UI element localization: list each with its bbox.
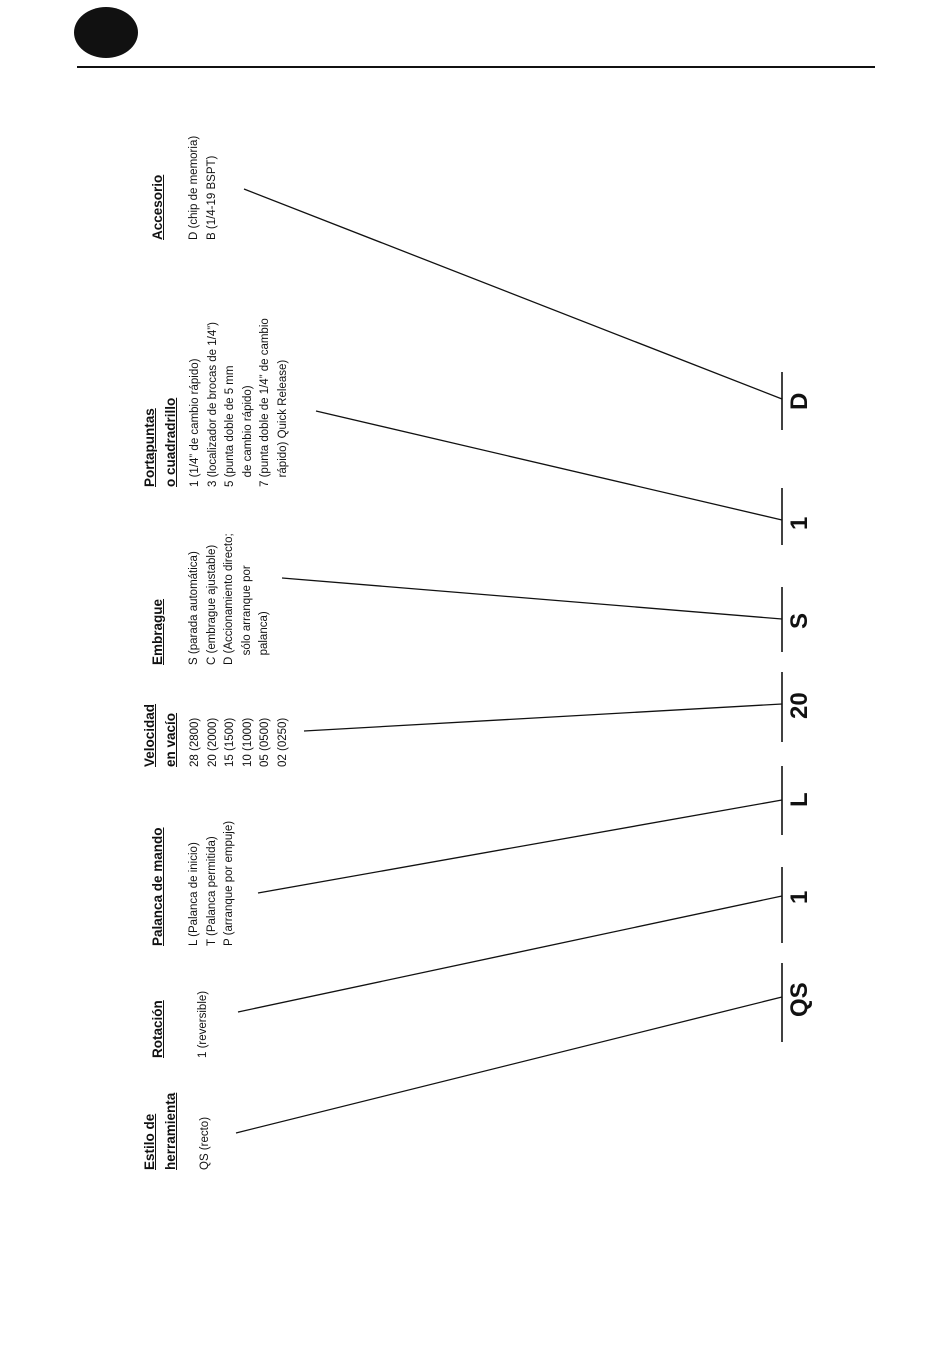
header-line: Estilo de bbox=[142, 1113, 157, 1170]
option-item: D (chip de memoria) bbox=[188, 135, 200, 240]
option-item: 02 (0250) bbox=[276, 717, 289, 767]
option-item: 15 (1500) bbox=[224, 717, 236, 767]
header-line: Embrague bbox=[150, 598, 165, 665]
option-item: C (embrague ajustable) bbox=[205, 544, 218, 665]
header-line: herramienta bbox=[163, 1092, 178, 1170]
code-text: L bbox=[786, 792, 813, 807]
option-item: T (Palanca permitida) bbox=[205, 836, 218, 946]
code-text: 1 bbox=[786, 890, 813, 904]
option-item: 28 (2800) bbox=[189, 717, 201, 767]
header-line: Velocidad bbox=[142, 703, 157, 767]
option-list bbox=[186, 821, 239, 946]
option-item: B (1/4-19 BSPT) bbox=[205, 155, 218, 240]
header-line: o cuadradrillo bbox=[163, 397, 178, 487]
option-item: 1 (reversible) bbox=[197, 990, 209, 1058]
option-item: L (Palanca de inicio) bbox=[188, 842, 200, 946]
option-item: 05 (0500) bbox=[259, 717, 271, 767]
code-text: 20 bbox=[786, 692, 813, 719]
column-header bbox=[147, 533, 168, 665]
option-item: D (Accionamiento directo; bbox=[223, 533, 235, 665]
leader-line-embrague bbox=[282, 578, 782, 619]
option-list bbox=[186, 533, 274, 665]
code-text: D bbox=[786, 392, 813, 410]
option-item: 3 (localizador de brocas de 1/4”) bbox=[206, 322, 219, 487]
code-text: 1 bbox=[786, 516, 813, 530]
leader-line-velocidad bbox=[304, 704, 782, 731]
option-list bbox=[187, 318, 292, 487]
option-item: 10 (1000) bbox=[241, 717, 254, 767]
code-text: QS bbox=[786, 982, 813, 1017]
column-header bbox=[147, 136, 168, 240]
header-line: Rotación bbox=[150, 1000, 165, 1058]
option-item: 5 (punta doble de 5 mm bbox=[224, 365, 236, 487]
option-item: de cambio rápido) bbox=[241, 385, 254, 487]
option-list bbox=[186, 136, 221, 240]
option-item: 20 (2000) bbox=[206, 717, 219, 767]
leader-line-portapuntas bbox=[316, 411, 782, 520]
option-item: rápido) Quick Release) bbox=[276, 359, 289, 487]
leader-line-estilo bbox=[236, 997, 782, 1133]
column-header bbox=[147, 821, 168, 946]
header-line: Palanca de mando bbox=[150, 827, 165, 946]
code-text: S bbox=[786, 612, 813, 629]
column-header bbox=[139, 704, 181, 767]
leader-line-accesorio bbox=[244, 189, 782, 399]
header-line: Accesorio bbox=[150, 174, 165, 240]
option-item: QS (recto) bbox=[199, 1116, 211, 1170]
leader-line-palanca bbox=[258, 800, 782, 893]
option-item: P (arranque por empuje) bbox=[223, 820, 235, 946]
option-list bbox=[197, 1093, 215, 1170]
option-list bbox=[187, 704, 292, 767]
leader-line-rotacion bbox=[238, 896, 782, 1012]
option-item: 7 (punta doble de 1/4” de cambio bbox=[259, 318, 271, 487]
column-header bbox=[139, 318, 181, 487]
option-item: sólo arranque por bbox=[240, 565, 253, 665]
column-header bbox=[147, 991, 168, 1058]
header-line: en vacío bbox=[163, 712, 178, 767]
column-header bbox=[139, 1093, 181, 1170]
option-item: S (parada automática) bbox=[188, 551, 200, 665]
header-line: Portapuntas bbox=[142, 408, 157, 487]
option-list bbox=[195, 991, 213, 1058]
option-item: 1 (1/4” de cambio rápido) bbox=[189, 358, 201, 487]
option-item: palanca) bbox=[258, 611, 270, 665]
